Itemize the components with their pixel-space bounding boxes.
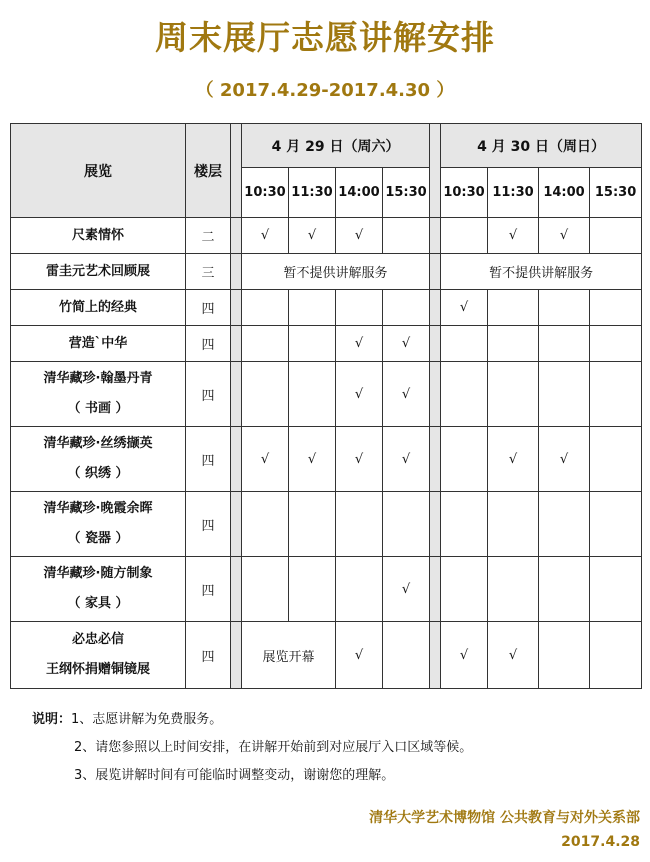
slot-cell: √: [289, 218, 336, 254]
signature-block: [369, 806, 640, 854]
slot-cell: √: [336, 218, 383, 254]
table-row: [11, 557, 642, 622]
date-range: （ 2017.4.29-2017.4.30 ）: [195, 80, 455, 101]
slot-cell: [441, 492, 488, 557]
floor-cell: 四: [186, 362, 231, 427]
slot-cell: [441, 326, 488, 362]
exhibit-name: 清华藏珍·丝绣撷英 （ 织绣 ）: [11, 427, 186, 492]
table-row: [11, 492, 642, 557]
slot-cell: [289, 290, 336, 326]
organization-name: 清华大学艺术博物馆 公共教育与对外关系部: [369, 810, 640, 826]
divider: [231, 254, 242, 290]
slot-cell: √: [488, 622, 539, 689]
note-item: 说明：1、志愿讲解为免费服务。: [32, 712, 223, 727]
slot-cell: √: [539, 218, 590, 254]
header-day2: 4 月 30 日（周日）: [441, 124, 642, 168]
slot-cell: √: [383, 427, 430, 492]
slot-cell: √: [488, 218, 539, 254]
divider: [231, 622, 242, 689]
slot-cell: √: [336, 622, 383, 689]
slot-cell: [242, 362, 289, 427]
divider: [430, 254, 441, 290]
table-row: [11, 254, 642, 290]
slot-cell: [590, 492, 642, 557]
divider: [430, 427, 441, 492]
divider: [231, 124, 242, 218]
notes-section: [32, 706, 472, 790]
floor-cell: 四: [186, 290, 231, 326]
slot-cell: [383, 218, 430, 254]
slot-cell: √: [383, 362, 430, 427]
page-title: 周末展厅志愿讲解安排: [155, 18, 495, 57]
slot-cell: √: [289, 427, 336, 492]
header-day1: 4 月 29 日（周六）: [242, 124, 430, 168]
slot-cell: [336, 492, 383, 557]
slot-cell: [539, 290, 590, 326]
slot-cell: [488, 362, 539, 427]
slot-cell: [383, 622, 430, 689]
table-row: [11, 362, 642, 427]
floor-cell: 四: [186, 557, 231, 622]
divider: [430, 557, 441, 622]
slot-cell: √: [441, 622, 488, 689]
slot-cell: [590, 362, 642, 427]
slot-cell: [289, 362, 336, 427]
slot-cell: √: [383, 557, 430, 622]
time-header: 15:30: [590, 168, 642, 218]
slot-cell: [488, 290, 539, 326]
slot-cell: √: [242, 218, 289, 254]
divider: [231, 427, 242, 492]
slot-cell: √: [488, 427, 539, 492]
exhibit-name: 清华藏珍·翰墨丹青 （ 书画 ）: [11, 362, 186, 427]
slot-cell: [488, 492, 539, 557]
time-header: 11:30: [488, 168, 539, 218]
slot-cell: [242, 492, 289, 557]
slot-cell: [590, 326, 642, 362]
slot-cell: [590, 557, 642, 622]
slot-cell: [242, 290, 289, 326]
divider: [430, 362, 441, 427]
divider: [430, 326, 441, 362]
time-header: 14:00: [336, 168, 383, 218]
exhibit-name: 营造`中华: [11, 326, 186, 362]
slot-cell: [488, 557, 539, 622]
exhibit-name: 清华藏珍·随方制象 （ 家具 ）: [11, 557, 186, 622]
divider: [430, 622, 441, 689]
header-floor: 楼层: [186, 124, 231, 218]
slot-cell: [539, 492, 590, 557]
slot-cell: [289, 492, 336, 557]
exhibit-name: 尺素情怀: [11, 218, 186, 254]
opening-note: 展览开幕: [242, 622, 336, 689]
schedule-table: [10, 123, 642, 689]
time-header: 11:30: [289, 168, 336, 218]
slot-cell: [590, 218, 642, 254]
slot-cell: [590, 622, 642, 689]
no-service-note: 暂不提供讲解服务: [441, 254, 642, 290]
divider: [430, 218, 441, 254]
issue-date: 2017.4.28: [561, 834, 640, 850]
slot-cell: [336, 557, 383, 622]
divider: [231, 492, 242, 557]
floor-cell: 四: [186, 427, 231, 492]
exhibit-name: 雷圭元艺术回顾展: [11, 254, 186, 290]
exhibit-name: 清华藏珍·晚霞余晖 （ 瓷器 ）: [11, 492, 186, 557]
floor-cell: 四: [186, 492, 231, 557]
divider: [231, 362, 242, 427]
floor-cell: 四: [186, 622, 231, 689]
time-header: 15:30: [383, 168, 430, 218]
slot-cell: [383, 290, 430, 326]
divider: [231, 326, 242, 362]
divider: [231, 290, 242, 326]
slot-cell: √: [336, 362, 383, 427]
slot-cell: [539, 622, 590, 689]
slot-cell: [336, 290, 383, 326]
slot-cell: [441, 427, 488, 492]
slot-cell: [289, 326, 336, 362]
divider: [231, 218, 242, 254]
slot-cell: [590, 290, 642, 326]
slot-cell: [539, 557, 590, 622]
divider: [430, 290, 441, 326]
slot-cell: [488, 326, 539, 362]
slot-cell: √: [383, 326, 430, 362]
slot-cell: [242, 326, 289, 362]
time-header: 10:30: [441, 168, 488, 218]
floor-cell: 三: [186, 254, 231, 290]
table-row: [11, 622, 642, 689]
slot-cell: √: [336, 427, 383, 492]
note-item: 3、展览讲解时间有可能临时调整变动，谢谢您的理解。: [74, 768, 395, 783]
time-header: 10:30: [242, 168, 289, 218]
slot-cell: √: [441, 290, 488, 326]
no-service-note: 暂不提供讲解服务: [242, 254, 430, 290]
slot-cell: [441, 218, 488, 254]
slot-cell: [289, 557, 336, 622]
table-row: [11, 290, 642, 326]
slot-cell: [441, 362, 488, 427]
exhibit-name: 必忠必信 王纲怀捐赠铜镜展: [11, 622, 186, 689]
slot-cell: [539, 362, 590, 427]
slot-cell: √: [539, 427, 590, 492]
slot-cell: [242, 557, 289, 622]
slot-cell: √: [242, 427, 289, 492]
divider: [430, 492, 441, 557]
divider: [430, 124, 441, 218]
exhibit-name: 竹简上的经典: [11, 290, 186, 326]
time-header: 14:00: [539, 168, 590, 218]
floor-cell: 四: [186, 326, 231, 362]
slot-cell: [539, 326, 590, 362]
notes-label: 说明：: [32, 712, 72, 727]
slot-cell: [590, 427, 642, 492]
table-row: [11, 326, 642, 362]
divider: [231, 557, 242, 622]
slot-cell: √: [336, 326, 383, 362]
slot-cell: [383, 492, 430, 557]
slot-cell: [441, 557, 488, 622]
note-item: 2、请您参照以上时间安排，在讲解开始前到对应展厅入口区域等候。: [74, 740, 473, 755]
table-row: [11, 427, 642, 492]
table-row: [11, 218, 642, 254]
header-exhibit: 展览: [11, 124, 186, 218]
floor-cell: 二: [186, 218, 231, 254]
